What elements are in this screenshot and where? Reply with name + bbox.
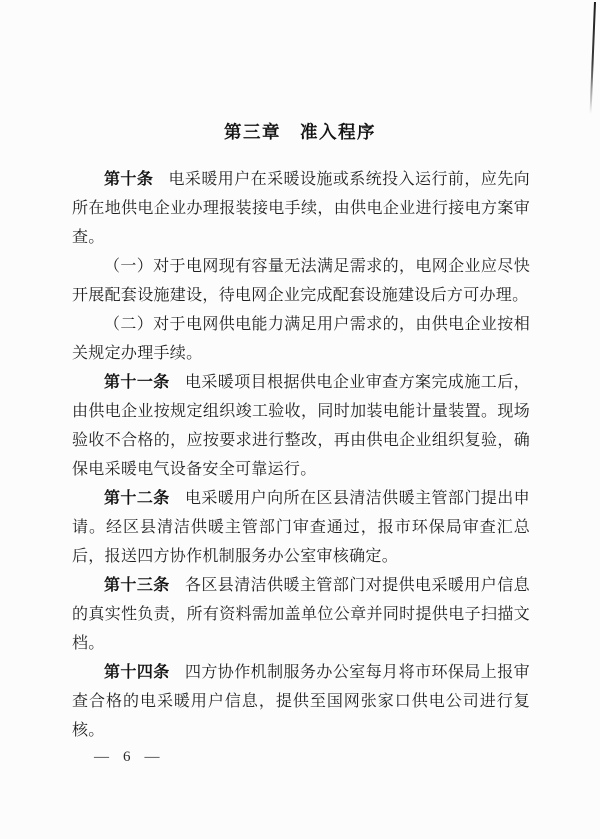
- article-14-text: 四方协作机制服务办公室每月将市环保局上报审查合格的电采暖用户信息，提供至国网张家口供电公司进行复核。: [72, 664, 530, 739]
- page-number: 6: [123, 749, 131, 765]
- article-13-text: 各区县清洁供暖主管部门对提供电采暖用户信息的真实性负责，所有资料需加盖单位公章并同时提供电子扫描文档。: [72, 577, 530, 652]
- article-10-text: 电采暖用户在采暖设施或系统投入运行前，应先向所在地供电企业办理报装接电手续，由供电企业进行接电方案审查。: [72, 171, 530, 246]
- scan-artifact-line: [590, 2, 596, 114]
- paragraph-article-13: [72, 571, 530, 658]
- chapter-heading: 第三章 准入程序: [224, 122, 376, 142]
- footer-left-dash: —: [94, 749, 109, 765]
- article-14-number: 第十四条: [104, 664, 170, 681]
- paragraph-article-10: [72, 165, 530, 252]
- article-12-number: 第十二条: [104, 490, 170, 507]
- article-12-text: 电采暖用户向所在区县清洁供暖主管部门提出申请。经区县清洁供暖主管部门审查通过，报市环保局审查汇总后，报送四方协作机制服务办公室审核确定。: [72, 490, 530, 565]
- footer-right-dash: —: [144, 749, 160, 765]
- paragraph-article-12: [72, 484, 530, 571]
- item-2-text: （二）对于电网供电能力满足用户需求的，由供电企业按相关规定办理手续。: [72, 316, 530, 362]
- paragraph-item-1: [72, 252, 530, 310]
- paragraph-article-14: [72, 658, 530, 745]
- article-11-text: 电采暖项目根据供电企业审查方案完成施工后，由供电企业按规定组织竣工验收，同时加装电能计量装置。现场验收不合格的，应按要求进行整改，再由供电企业组织复验，确保电采暖电气设备安全可靠运行。: [72, 374, 530, 478]
- page-footer: [94, 747, 160, 767]
- item-1-text: （一）对于电网现有容量无法满足需求的，电网企业应尽快开展配套设施建设，待电网企业完成配套设施建设后方可办理。: [72, 258, 530, 304]
- document-body: [72, 165, 530, 745]
- article-11-number: 第十一条: [104, 374, 170, 391]
- paragraph-article-11: [72, 368, 530, 484]
- paragraph-item-2: [72, 310, 530, 368]
- article-10-number: 第十条: [104, 171, 154, 188]
- article-13-number: 第十三条: [104, 577, 170, 594]
